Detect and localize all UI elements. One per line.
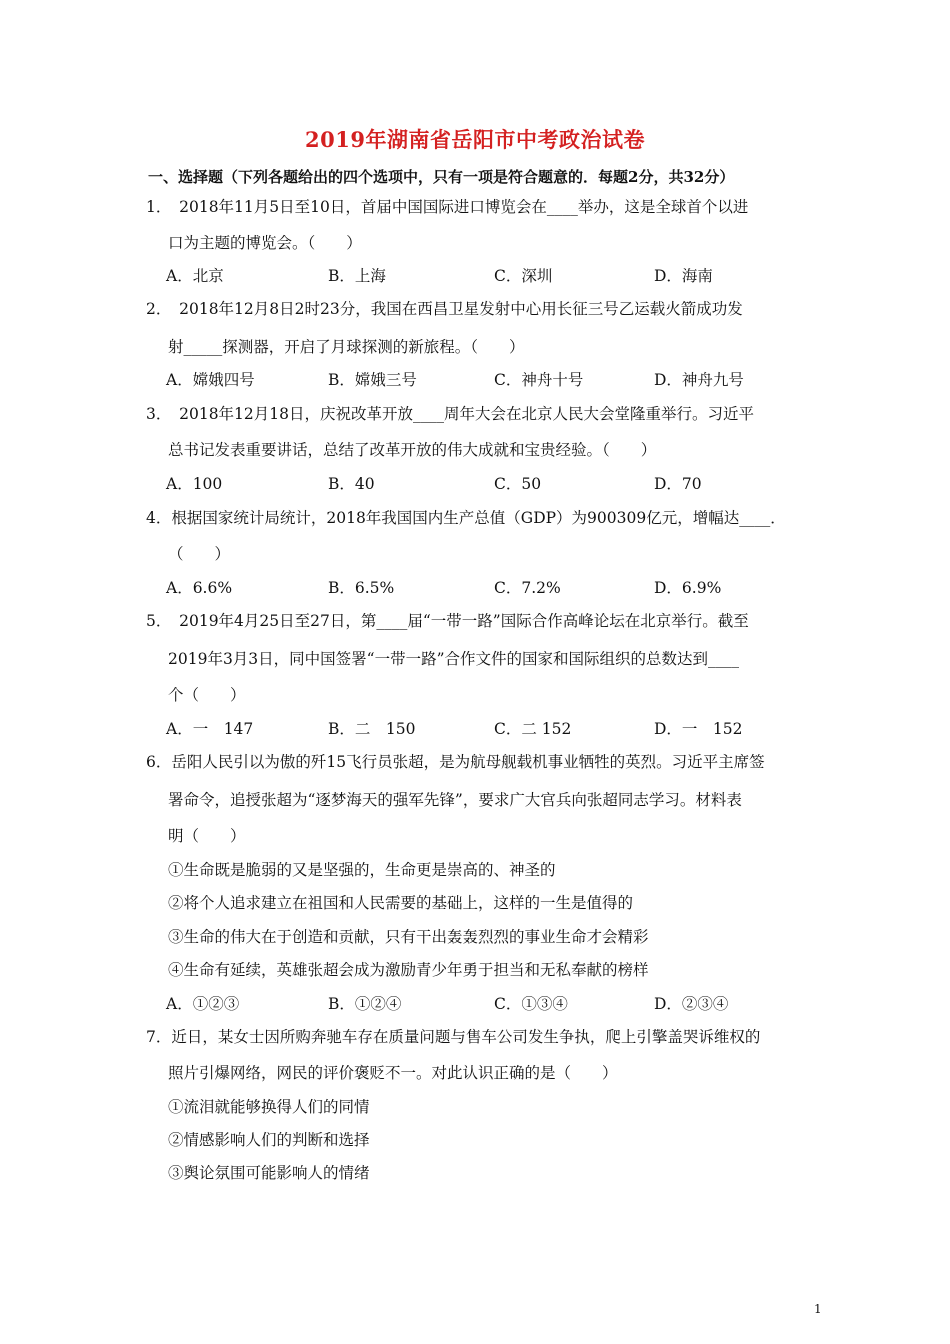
q1-option-c: C．深圳 bbox=[494, 267, 553, 285]
page-number: 1 bbox=[814, 1302, 822, 1316]
q3-option-d: D．70 bbox=[654, 475, 702, 493]
q7-statement-2: ②情感影响人们的判断和选择 bbox=[168, 1131, 370, 1149]
q5-line-3: 个（ ） bbox=[168, 686, 246, 704]
q6-line-1: 6．岳阳人民引以为傲的歼15飞行员张超，是为航母舰载机事业牺牲的英烈。习近平主席签 bbox=[146, 753, 765, 771]
q6-line-3: 明（ ） bbox=[168, 827, 246, 845]
section-heading: 一、选择题（下列各题给出的四个选项中，只有一项是符合题意的．每题2分，共32分） bbox=[148, 168, 735, 186]
q4-line-1: 4．根据国家统计局统计，2018年我国国内生产总值（GDP）为900309亿元，增幅达____． bbox=[146, 509, 786, 527]
q4-option-c: C．7.2% bbox=[494, 579, 561, 597]
q2-option-b: B．嫦娥三号 bbox=[328, 371, 417, 389]
q1-line-1: 1． 2018年11月5日至10日，首届中国国际进口博览会在____举办，这是全球首个以进 bbox=[146, 198, 749, 216]
q6-statement-4: ④生命有延续，英雄张超会成为激励青少年勇于担当和无私奉献的榜样 bbox=[168, 961, 649, 979]
q3-line-2: 总书记发表重要讲话，总结了改革开放的伟大成就和宝贵经验。（ ） bbox=[168, 441, 657, 459]
q1-option-a: A．北京 bbox=[166, 267, 224, 285]
q2-option-a: A．嫦娥四号 bbox=[166, 371, 255, 389]
q7-line-1: 7．近日，某女士因所购奔驰车存在质量问题与售车公司发生争执，爬上引擎盖哭诉维权的 bbox=[146, 1028, 761, 1046]
q4-line-2: （ ） bbox=[168, 545, 231, 563]
q6-option-d: D．②③④ bbox=[654, 995, 729, 1013]
q1-option-b: B．上海 bbox=[328, 267, 386, 285]
q6-statement-2: ②将个人追求建立在祖国和人民需要的基础上，这样的一生是值得的 bbox=[168, 894, 634, 912]
page-title: 2019年湖南省岳阳市中考政治试卷 bbox=[305, 127, 645, 152]
q3-option-a: A．100 bbox=[166, 475, 223, 493]
q5-line-1: 5． 2019年4月25日至27日，第____届“一带一路”国际合作高峰论坛在北京举行。截至 bbox=[146, 612, 749, 630]
q3-line-1: 3． 2018年12月18日，庆祝改革开放____周年大会在北京人民大会堂隆重举行。习近平 bbox=[146, 405, 755, 423]
q6-statement-1: ①生命既是脆弱的又是坚强的，生命更是崇高的、神圣的 bbox=[168, 861, 556, 879]
q7-statement-3: ③舆论氛围可能影响人的情绪 bbox=[168, 1164, 370, 1182]
q2-option-c: C．神舟十号 bbox=[494, 371, 584, 389]
q4-option-d: D．6.9% bbox=[654, 579, 722, 597]
q2-option-d: D．神舟九号 bbox=[654, 371, 744, 389]
q5-option-d: D．一 152 bbox=[654, 720, 743, 738]
q7-line-2: 照片引爆网络，网民的评价褒贬不一。对此认识正确的是（ ） bbox=[168, 1064, 618, 1082]
q1-option-d: D．海南 bbox=[654, 267, 713, 285]
q4-option-a: A．6.6% bbox=[166, 579, 233, 597]
q2-line-2: 射_____探测器，开启了月球探测的新旅程。（ ） bbox=[168, 338, 525, 356]
q5-option-a: A．一 147 bbox=[166, 720, 254, 738]
q7-statement-1: ①流泪就能够换得人们的同情 bbox=[168, 1098, 370, 1116]
q6-option-a: A．①②③ bbox=[166, 995, 240, 1013]
q3-option-c: C．50 bbox=[494, 475, 542, 493]
q1-line-2: 口为主题的博览会。（ ） bbox=[168, 234, 362, 252]
q2-line-1: 2． 2018年12月8日2时23分，我国在西昌卫星发射中心用长征三号乙运载火箭成功发 bbox=[146, 300, 743, 318]
q6-option-b: B．①②④ bbox=[328, 995, 402, 1013]
q6-statement-3: ③生命的伟大在于创造和贡献，只有干出轰轰烈烈的事业生命才会精彩 bbox=[168, 928, 649, 946]
q6-line-2: 署命令，追授张超为“逐梦海天的强军先锋”，要求广大官兵向张超同志学习。材料表 bbox=[168, 791, 742, 809]
q6-option-c: C．①③④ bbox=[494, 995, 568, 1013]
q5-option-c: C．二 152 bbox=[494, 720, 572, 738]
q3-option-b: B．40 bbox=[328, 475, 375, 493]
q5-line-2: 2019年3月3日，同中国签署“一带一路”合作文件的国家和国际组织的总数达到____ bbox=[168, 650, 740, 668]
q4-option-b: B．6.5% bbox=[328, 579, 395, 597]
q5-option-b: B．二 150 bbox=[328, 720, 416, 738]
